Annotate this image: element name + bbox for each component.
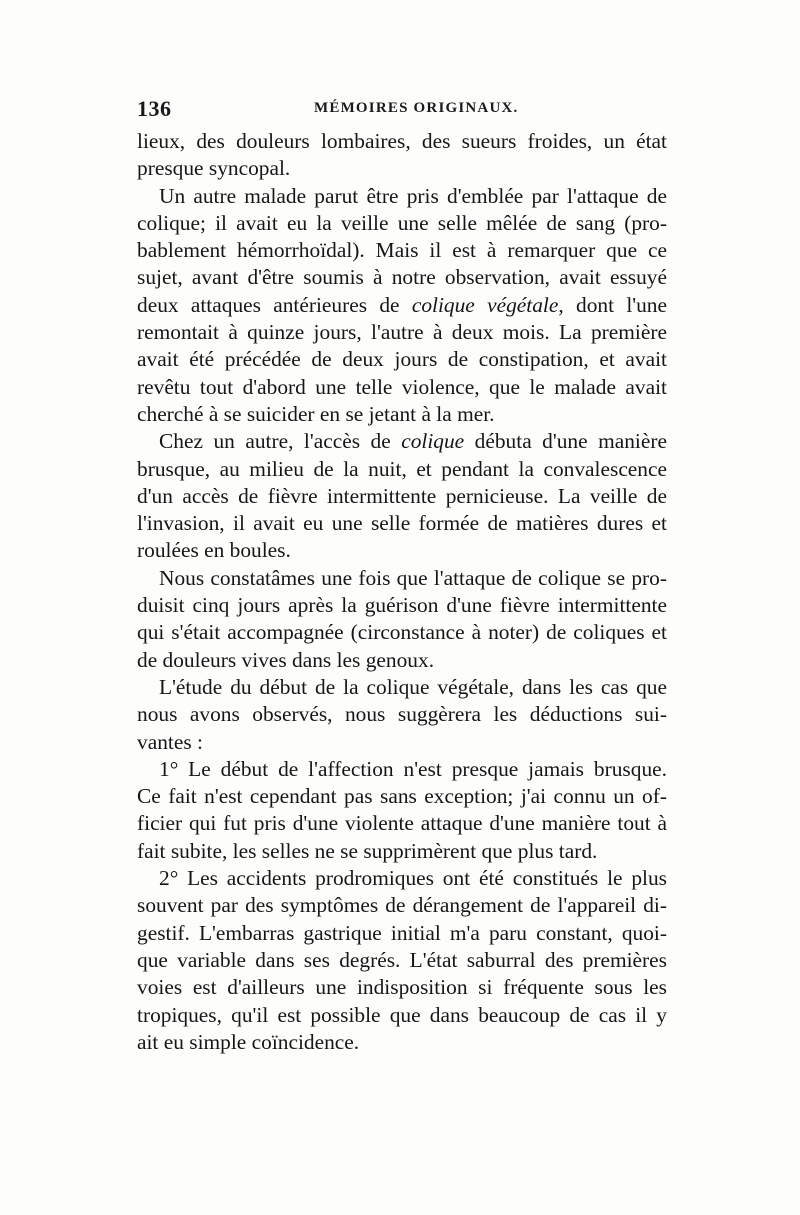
emphasis-text: colique [401, 429, 465, 454]
text-line: d'un accès de fièvre intermittente pernicieuse. La veille de [137, 483, 667, 508]
text-line [137, 428, 667, 455]
text-line: brusque, au milieu de la nuit, et pendant la convalescence [137, 456, 667, 481]
text-line: l'invasion, il avait eu une selle formée de matières dures et [137, 511, 667, 536]
text-line: voies est d'ailleurs une indisposition si fréquente sous les [137, 975, 667, 1000]
text-line: bablement hémorrhoïdal). Mais il est à remarquer que ce [137, 238, 667, 263]
text-segment: débuta d'une manière [464, 429, 667, 454]
text-line: gestif. L'embarras gastrique initial m'a paru constant, quoi- [137, 920, 667, 945]
emphasis-text: colique végétale [411, 292, 559, 317]
text-line: ait eu simple coïncidence. [137, 1029, 360, 1054]
text-segment: Chez un autre, l'accès de [159, 429, 402, 454]
text-line: duisit cinq jours après la guérison d'une fièvre intermittente [137, 593, 667, 618]
text-line [137, 292, 667, 319]
text-line: presque syncopal. [137, 156, 291, 181]
text-line: nous avons observés, nous suggèrera les déductions sui- [137, 702, 667, 727]
text-line: que variable dans ses degrés. L'état saburral des premières [137, 947, 667, 972]
text-line: vantes : [137, 729, 203, 754]
text-segment: , dont l'une [558, 292, 667, 317]
text-line: 1° Le début de l'affection n'est presque jamais brusque. [159, 756, 667, 781]
page-header [137, 96, 667, 126]
text-line: roulées en boules. [137, 538, 291, 563]
text-line: souvent par des symptômes de dérangement de l'appareil di- [137, 893, 667, 918]
text-line: Un autre malade parut être pris d'emblée par l'attaque de [159, 183, 667, 208]
text-line: Ce fait n'est cependant pas sans exception; j'ai connu un of- [137, 784, 667, 809]
page-number: 136 [137, 96, 172, 121]
running-head: MÉMOIRES ORIGINAUX. [314, 100, 519, 116]
text-line: lieux, des douleurs lombaires, des sueurs froides, un état [137, 129, 667, 153]
text-line: qui s'était accompagnée (circonstance à noter) de coliques et [137, 620, 667, 645]
text-line: L'étude du début de la colique végétale, dans les cas que [159, 674, 667, 699]
text-line: ficier qui fut pris d'une violente attaque d'une manière tout à [137, 811, 667, 836]
text-line: fait subite, les selles ne se supprimèrent que plus tard. [137, 838, 598, 863]
text-line: cherché à se suicider en se jetant à la mer. [137, 401, 495, 426]
body-text [137, 128, 667, 1056]
text-line: de douleurs vives dans les genoux. [137, 647, 435, 672]
text-line: sujet, avant d'être soumis à notre observation, avait essuyé [137, 265, 667, 290]
text-line: tropiques, qu'il est possible que dans beaucoup de cas il y [137, 1002, 667, 1027]
text-line: 2° Les accidents prodromiques ont été constitués le plus [159, 866, 667, 891]
text-line: colique; il avait eu la veille une selle mêlée de sang (pro- [137, 210, 667, 235]
text-segment: deux attaques antérieures de [137, 292, 412, 317]
text-line: remontait à quinze jours, l'autre à deux mois. La première [137, 320, 667, 345]
text-line: revêtu tout d'abord une telle violence, que le malade avait [137, 374, 667, 399]
text-line: avait été précédée de deux jours de constipation, et avait [137, 347, 667, 372]
text-line: Nous constatâmes une fois que l'attaque de colique se pro- [159, 565, 667, 590]
